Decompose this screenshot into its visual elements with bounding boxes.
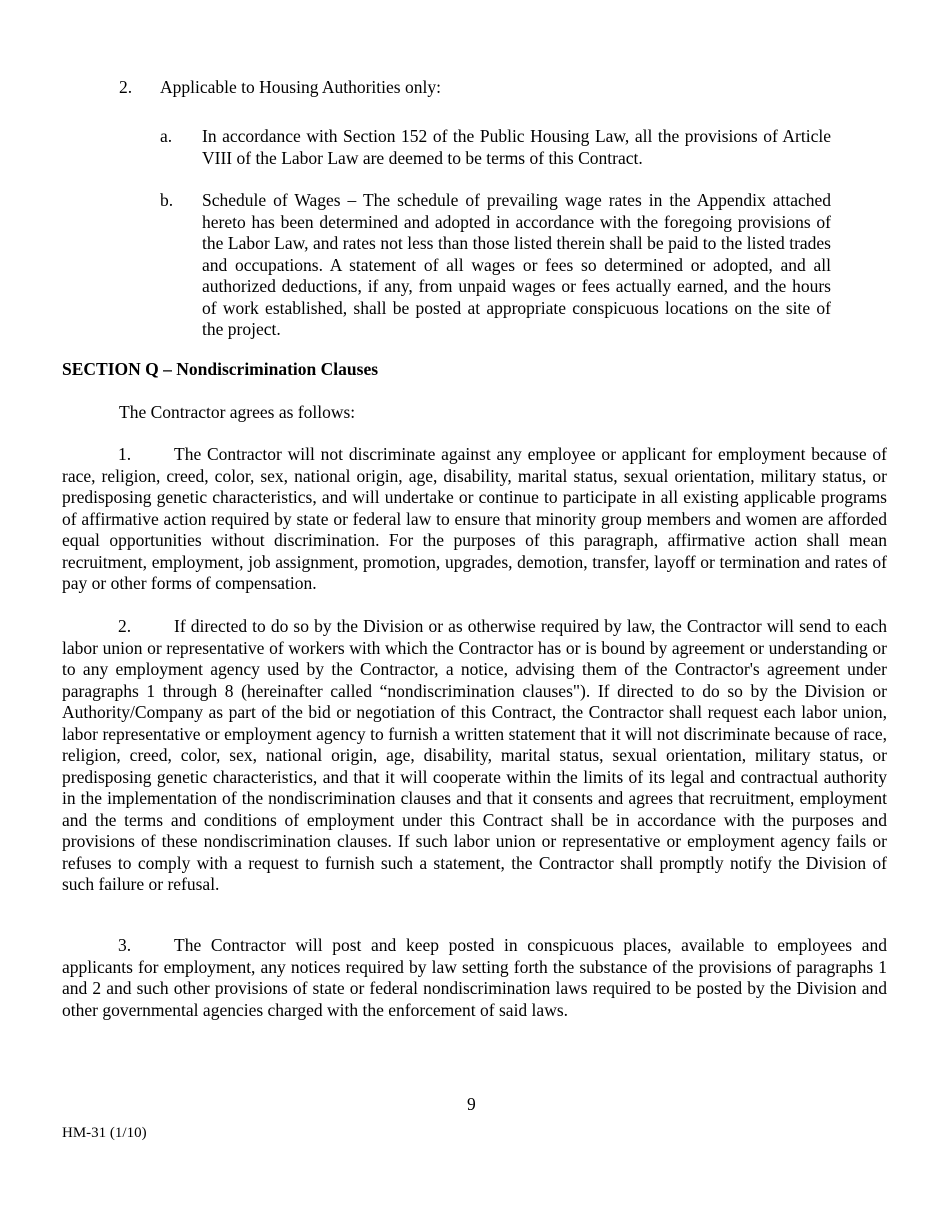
paragraph-2: [62, 616, 887, 896]
paragraph-text: The Contractor will post and keep posted in conspicuous places, available to employees and applicants for employment, any notices required by law setting forth the substance of the provisions of paragraphs 1 and 2 and such other provisions of state or federal nondiscrimination laws required to be posted by the Division and other governmental agencies charged with the enforcement of said laws.: [62, 935, 887, 1020]
paragraph-3: [62, 935, 887, 1021]
sub-item-b: [160, 190, 831, 341]
item-number: 2.: [119, 77, 133, 97]
page-number: 9: [467, 1094, 476, 1114]
paragraph-text: The Contractor will not discriminate against any employee or applicant for employment because of race, religion, creed, color, sex, national origin, age, disability, marital status, sexual orientation, military status, or predisposing genetic characteristics, and will undertake or continue to participate in all existing applicable programs of affirmative action required by state or federal law to ensure that minority group members and women are afforded equal opportunities without discrimination. For the purposes of this paragraph, affirmative action shall mean recruitment, employment, job assignment, promotion, upgrades, demotion, transfer, layoff or termination and rates of pay or other forms of compensation.: [62, 444, 887, 593]
sub-item-letter: b.: [160, 190, 174, 210]
item-text: Applicable to Housing Authorities only:: [160, 77, 441, 97]
paragraph-text: If directed to do so by the Division or as otherwise required by law, the Contractor will send to each labor union or representative of workers with which the Contractor has or is bound by agreement or understanding or to any employment agency used by the Contractor, a notice, advising them of the Contractor's agreement under paragraphs 1 through 8 (hereinafter called “nondiscrimination clauses"). If directed to do so by the Division or Authority/Company as part of the bid or negotiation of this Contract, the Contractor shall request each labor union, labor representative or employment agency to furnish a written statement that it will not discriminate because of race, religion, creed, color, sex, national origin, age, disability, marital status, sexual orientation, military status, or predisposing genetic characteristics, and that it will cooperate within the limits of its legal and contractual authority in the implementation of the nondiscrimination clauses and that it consents and agrees that recruitment, employment and the terms and conditions of employment under this Contract shall be in accordance with the purposes and provisions of these nondiscrimination clauses. If such labor union or representative or employment agency fails or refuses to comply with a request to furnish such a statement, the Contractor shall promptly notify the Division of such failure or refusal.: [62, 616, 887, 894]
form-code: HM-31 (1/10): [62, 1125, 147, 1141]
section-intro: The Contractor agrees as follows:: [119, 402, 356, 422]
paragraph-number: 3.: [118, 935, 132, 955]
sub-item-a: [160, 126, 831, 169]
list-item-2: [119, 77, 441, 99]
section-title: SECTION Q – Nondiscrimination Clauses: [62, 359, 379, 379]
paragraph-1: [62, 444, 887, 595]
paragraph-number: 2.: [118, 616, 132, 636]
sub-item-letter: a.: [160, 126, 173, 146]
sub-item-text: In accordance with Section 152 of the Public Housing Law, all the provisions of Article VIII of the Labor Law are deemed to be terms of this Contract.: [202, 126, 831, 168]
paragraph-number: 1.: [118, 444, 132, 464]
sub-item-text: Schedule of Wages – The schedule of prevailing wage rates in the Appendix attached hereto has been determined and adopted in accordance with the foregoing provisions of the Labor Law, and rates not less than those listed therein shall be paid to the listed trades and occupations. A statement of all wages or fees so determined or adopted, and all authorized deductions, if any, from unpaid wages or fees actually earned, and the hours of work established, shall be posted at appropriate conspicuous locations on the site of the project.: [202, 190, 831, 339]
